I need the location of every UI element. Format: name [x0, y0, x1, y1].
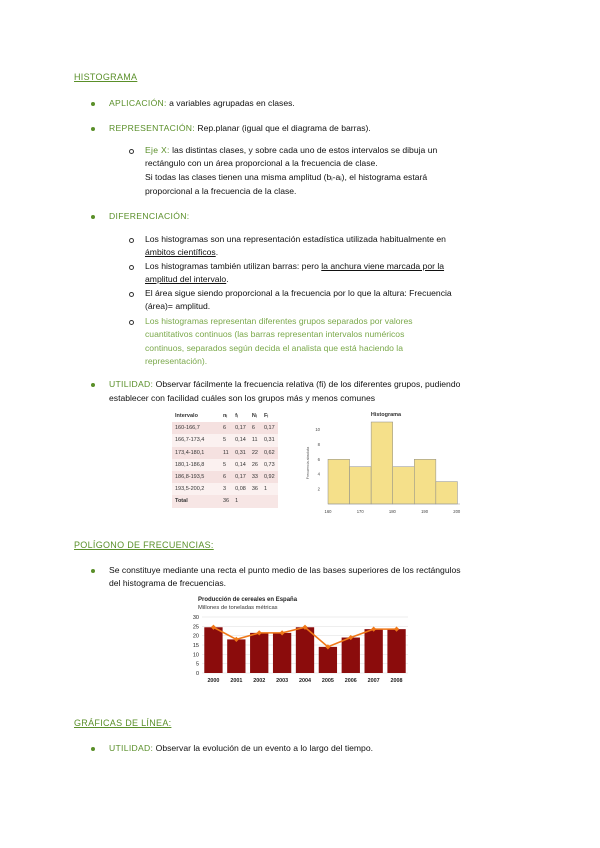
- table-cell: 0,62: [261, 447, 278, 459]
- cereal-bar: [250, 633, 268, 673]
- utilidad-label: UTILIDAD:: [109, 379, 154, 389]
- histogram-x-tick: 160: [324, 509, 332, 514]
- table-row: [172, 471, 278, 483]
- cereal-y-tick: 20: [192, 633, 199, 640]
- table-cell: 3: [220, 483, 232, 495]
- table-cell: 5: [220, 459, 232, 471]
- histogram-y-tick: 6: [317, 456, 320, 462]
- table-cell: 193,5-200,2: [172, 483, 220, 495]
- amplitud-underline: amplitud del intervalo: [145, 274, 227, 284]
- sub-bullet: [129, 292, 134, 297]
- bullet: [91, 127, 95, 131]
- cereal-bar: [227, 639, 245, 673]
- histogram-y-tick: 10: [315, 426, 320, 432]
- cereal-y-tick: 15: [192, 643, 199, 649]
- histogram-y-tick: 8: [317, 441, 320, 447]
- table-cell: 0,31: [261, 434, 278, 446]
- table-cell: 0,17: [232, 422, 249, 434]
- cereal-bar: [204, 627, 222, 673]
- cereal-y-tick: 0: [195, 671, 199, 677]
- histogram-x-tick: 170: [356, 509, 364, 514]
- cereal-bar: [296, 627, 314, 673]
- cereal-bar: [387, 629, 405, 673]
- cereal-x-tick: 2003: [276, 678, 289, 684]
- bullet: [91, 215, 95, 219]
- table-total-row: [172, 495, 278, 507]
- cereal-chart-subtitle: Millones de toneladas métricas: [198, 605, 278, 611]
- dif1-line1: Los histogramas son una representación estadística utilizada habitualmente en: [145, 234, 446, 244]
- table-cell: 186,8-193,5: [172, 471, 220, 483]
- histogram-title: Histograma: [370, 412, 402, 418]
- cereal-bar: [319, 647, 337, 673]
- table-row: [172, 447, 278, 459]
- section-title-histograma: HISTOGRAMA: [74, 72, 138, 82]
- eje-line-1: [145, 145, 437, 156]
- cereal-chart-title: Producción de cereales en España: [198, 597, 298, 603]
- dif4-line2: cuantitativos continuos (las barras representan intervalos numéricos: [145, 329, 405, 339]
- dif2-underline: la anchura viene marcada por la: [321, 261, 445, 271]
- graficas-utilidad-label: UTILIDAD:: [109, 743, 154, 753]
- eje-line-4: proporcional a la frecuencia de la clase.: [145, 186, 297, 196]
- eje-line-3: Si todas las clases tienen una misma amplitud (bᵢ-aᵢ), el histograma estará: [145, 172, 428, 182]
- table-cell: [249, 495, 261, 507]
- diferenciacion-item: [109, 211, 189, 222]
- diferenciacion-label: DIFERENCIACIÓN:: [109, 211, 190, 221]
- aplicacion-item: [109, 98, 295, 109]
- eje-line-2: rectángulo con un área proporcional a la frecuencia de clase.: [145, 158, 378, 168]
- table-cell: nᵢ: [220, 410, 232, 422]
- dif2-line2: [145, 274, 229, 285]
- table-cell: 11: [249, 434, 261, 446]
- histogram-chart: [302, 408, 472, 520]
- frequency-table-grid: [172, 410, 278, 508]
- histogram-bar: [414, 459, 436, 504]
- dif4-line3: continuos, separados según decida el analista que está haciendo la: [145, 343, 403, 353]
- histogram-bar: [371, 422, 393, 504]
- cereal-x-tick: 2002: [253, 678, 266, 684]
- histogram-x-tick: 200: [453, 509, 461, 514]
- poligono-line1: Se constituye mediante una recta el punto medio de las bases superiores de los rectángulos: [109, 565, 461, 575]
- cereal-x-tick: 2006: [344, 678, 357, 684]
- cereal-y-tick: 10: [192, 652, 199, 659]
- cereal-y-tick: 25: [192, 624, 199, 631]
- cereal-x-tick: 2004: [299, 678, 311, 684]
- table-cell: 0,73: [261, 459, 278, 471]
- table-cell: 0,31: [232, 447, 249, 459]
- table-cell: 26: [249, 459, 261, 471]
- cereal-production-chart: [184, 593, 414, 687]
- graficas-utilidad-text: Observar la evolución de un evento a lo largo del tiempo.: [155, 743, 374, 753]
- eje-label: Eje X:: [145, 145, 170, 155]
- table-cell: 1: [232, 495, 249, 507]
- aplicacion-text: a variables agrupadas en clases.: [169, 98, 295, 108]
- table-cell: Total: [172, 495, 220, 507]
- sub-bullet: [129, 149, 134, 154]
- histogram-bar: [436, 482, 458, 504]
- table-cell: 0,92: [261, 471, 278, 483]
- punct: .: [226, 274, 229, 284]
- histogram-bar: [393, 467, 415, 504]
- table-cell: Nᵢ: [249, 410, 261, 422]
- bullet: [91, 102, 95, 106]
- table-cell: 173,4-180,1: [172, 447, 220, 459]
- cereal-bar: [273, 633, 291, 673]
- histogram-x-tick: 190: [421, 509, 429, 514]
- ambitos-link: ámbitos científicos: [145, 247, 216, 257]
- section-title-poligono: POLÍGONO DE FRECUENCIAS:: [74, 540, 214, 550]
- table-cell: 166,7-173,4: [172, 434, 220, 446]
- eje-text: las distintas clases, y sobre cada uno de estos intervalos se dibuja un: [172, 145, 438, 155]
- dif2-text: Los histogramas también utilizan barras: pero: [145, 261, 322, 271]
- table-cell: 6: [220, 471, 232, 483]
- cereal-y-tick: 30: [192, 615, 199, 621]
- punct: .: [215, 247, 219, 257]
- aplicacion-label: APLICACIÓN:: [109, 98, 167, 108]
- section-title-graficas: GRÁFICAS DE LÍNEA:: [74, 718, 172, 728]
- cereal-bar: [365, 629, 383, 673]
- table-header-row: [172, 410, 278, 422]
- table-cell: 6: [220, 422, 232, 434]
- table-row: [172, 459, 278, 471]
- table-cell: [261, 495, 278, 507]
- histogram-bar: [350, 467, 372, 504]
- bullet: [91, 747, 95, 751]
- histogram-y-tick: 2: [317, 486, 320, 492]
- representacion-text: Rep.planar (igual que el diagrama de barras).: [197, 123, 371, 133]
- table-cell: 36: [220, 495, 232, 507]
- table-cell: 0,17: [261, 422, 278, 434]
- sub-bullet: [129, 320, 134, 325]
- cereal-x-tick: 2005: [321, 678, 334, 684]
- utilidad-line2: establecer con facilidad cuáles son los grupos más y menos comunes: [109, 393, 376, 403]
- table-row: [172, 434, 278, 446]
- cereal-x-tick: 2000: [207, 678, 220, 684]
- table-cell: Intervalo: [172, 410, 220, 422]
- utilidad-text: Observar fácilmente la frecuencia relativa (fi) de los diferentes grupos, pudiendo: [155, 379, 461, 389]
- dif3-line1: El área sigue siendo proporcional a la frecuencia por lo que la altura: Frecuencia: [145, 288, 452, 298]
- table-cell: 0,14: [232, 434, 249, 446]
- histogram-x-tick: 180: [388, 509, 396, 514]
- cereal-bar: [342, 638, 360, 673]
- table-cell: 0,08: [232, 483, 249, 495]
- histogram-y-label: Frecuencia absoluta: [306, 446, 310, 480]
- histogram-y-tick: 4: [317, 471, 320, 477]
- dif2-line1: [145, 261, 444, 272]
- cereal-x-tick: 2008: [390, 678, 403, 684]
- table-cell: 160-166,7: [172, 422, 220, 434]
- table-cell: 5: [220, 434, 232, 446]
- cereal-x-tick: 2001: [230, 678, 243, 684]
- representacion-label: REPRESENTACIÓN:: [109, 123, 195, 133]
- table-cell: Fᵢ: [261, 410, 278, 422]
- table-cell: fᵢ: [232, 410, 249, 422]
- dif4-line4: representación).: [145, 356, 208, 366]
- table-cell: 6: [249, 422, 261, 434]
- cereal-x-tick: 2007: [367, 678, 380, 684]
- utilidad-line1: [109, 379, 460, 390]
- table-cell: 22: [249, 447, 261, 459]
- table-cell: 11: [220, 447, 232, 459]
- bullet: [91, 383, 95, 387]
- dif3-line2: (área)= amplitud.: [145, 301, 211, 311]
- table-cell: 0,17: [232, 471, 249, 483]
- sub-bullet: [129, 238, 134, 243]
- frequency-table: [172, 410, 278, 508]
- dif4-line1: Los histogramas representan diferentes grupos separados por valores: [145, 316, 413, 326]
- cereal-y-tick: 5: [195, 661, 199, 668]
- bullet: [91, 569, 95, 573]
- table-cell: 180,1-186,8: [172, 459, 220, 471]
- poligono-line2: del histograma de frecuencias.: [109, 578, 227, 588]
- table-cell: 1: [261, 483, 278, 495]
- table-cell: 33: [249, 471, 261, 483]
- dif1-line2: [145, 247, 218, 258]
- table-row: [172, 422, 278, 434]
- table-row: [172, 483, 278, 495]
- sub-bullet: [129, 265, 134, 270]
- histogram-bar: [328, 459, 350, 504]
- table-cell: 36: [249, 483, 261, 495]
- graficas-utilidad: [109, 743, 373, 754]
- representacion-item: [109, 123, 371, 134]
- table-cell: 0,14: [232, 459, 249, 471]
